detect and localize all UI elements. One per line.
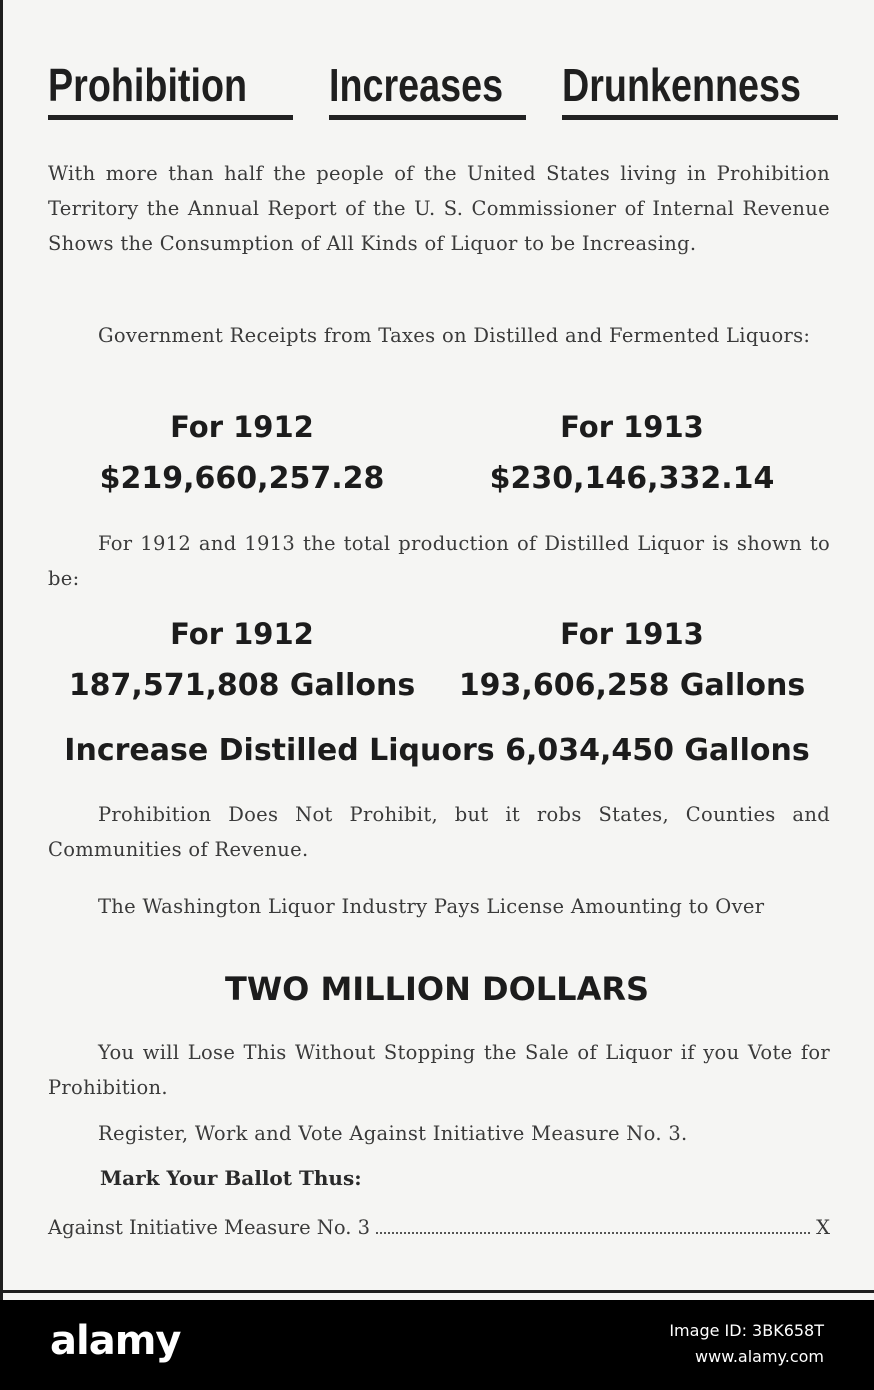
headline-underline bbox=[562, 115, 838, 120]
production-1912-year: For 1912 bbox=[170, 617, 314, 651]
ballot-line bbox=[48, 1212, 830, 1247]
increase-line: Increase Distilled Liquors 6,034,450 Gallons bbox=[64, 733, 810, 768]
two-million-heading: TWO MILLION DOLLARS bbox=[224, 970, 650, 1008]
image-info bbox=[669, 1318, 824, 1370]
intro-paragraph: With more than half the people of the United States living in Prohibition Territory the Annual Report of the U. S. Commissioner of Internal Revenue Shows the Consumption of All Kinds of Liquor to be Increasing. bbox=[48, 162, 830, 255]
headline-word: Prohibition bbox=[48, 55, 293, 125]
prohibit-paragraph: Prohibition Does Not Prohibit, but it robs States, Counties and Communities of Revenue. bbox=[48, 803, 830, 861]
mark-ballot-label: Mark Your Ballot Thus: bbox=[100, 1166, 362, 1190]
headline bbox=[48, 55, 838, 125]
ballot-mark: X bbox=[816, 1216, 830, 1239]
receipts-1913-amount: $230,146,332.14 bbox=[489, 461, 775, 496]
bottom-rule bbox=[0, 1290, 874, 1293]
receipts-1912-amount: $219,660,257.28 bbox=[99, 461, 385, 496]
headline-underline bbox=[329, 115, 526, 120]
alamy-logo: alamy bbox=[50, 1318, 181, 1364]
production-1913-amount: 193,606,258 Gallons bbox=[458, 668, 806, 703]
page-edge bbox=[0, 0, 3, 1300]
stock-watermark-bar bbox=[0, 1300, 874, 1390]
receipts-1912-year: For 1912 bbox=[170, 410, 314, 444]
headline-word: Drunkenness bbox=[562, 55, 838, 125]
ballot-label: Against Initiative Measure No. 3 bbox=[48, 1216, 371, 1239]
ballot-dot-leader bbox=[376, 1212, 810, 1234]
headline-underline bbox=[48, 115, 293, 120]
receipts-1913-year: For 1913 bbox=[560, 410, 704, 444]
lose-paragraph: You will Lose This Without Stopping the Sale of Liquor if you Vote for Prohibition. bbox=[48, 1041, 830, 1099]
license-paragraph: The Washington Liquor Industry Pays License Amounting to Over bbox=[98, 895, 765, 918]
production-1912-amount: 187,571,808 Gallons bbox=[68, 668, 416, 703]
production-1913-year: For 1913 bbox=[560, 617, 704, 651]
receipts-intro: Government Receipts from Taxes on Distilled and Fermented Liquors: bbox=[98, 324, 811, 347]
production-intro: For 1912 and 1913 the total production of Distilled Liquor is shown to be: bbox=[48, 532, 830, 590]
headline-word: Increases bbox=[329, 55, 526, 125]
site-url: www.alamy.com bbox=[695, 1347, 824, 1366]
register-line: Register, Work and Vote Against Initiative Measure No. 3. bbox=[98, 1122, 688, 1145]
image-id: Image ID: 3BK658T bbox=[669, 1321, 824, 1340]
